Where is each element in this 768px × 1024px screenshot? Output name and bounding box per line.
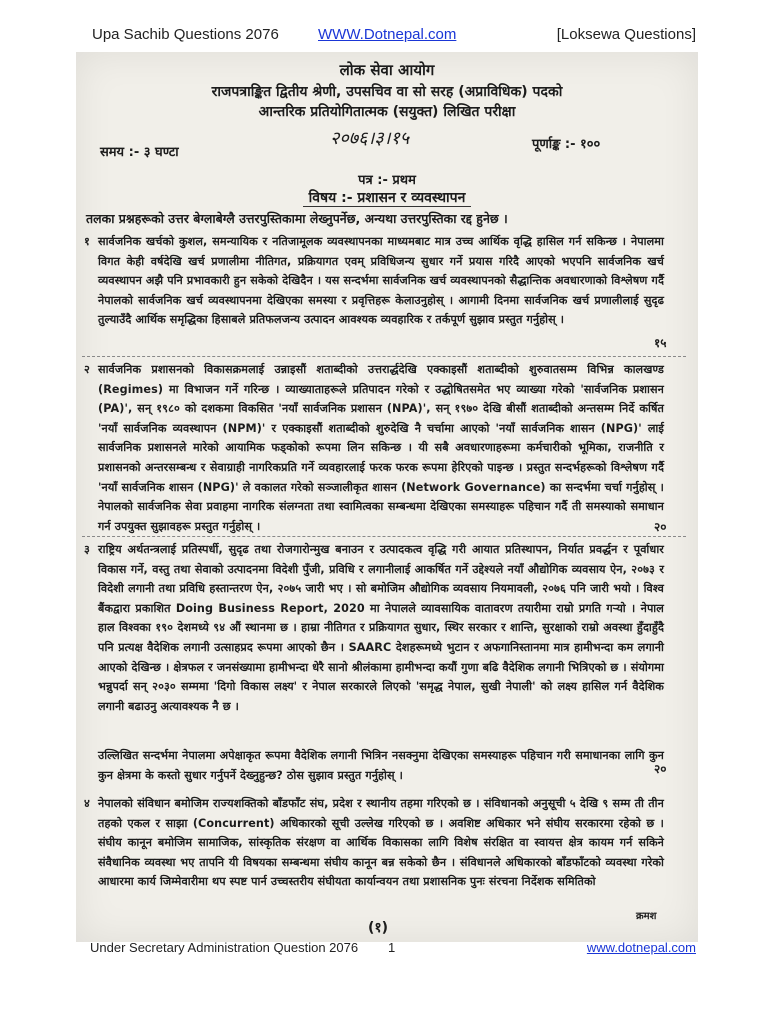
header-title: Upa Sachib Questions 2076 bbox=[92, 26, 279, 43]
question-3-number: ३ bbox=[84, 543, 90, 556]
scanned-question-paper bbox=[76, 52, 698, 942]
question-4 bbox=[84, 794, 664, 892]
instructions: तलका प्रश्नहरूको उत्तर बेग्लाबेग्लै उत्तरपुस्तिकामा लेख्नुपर्नेछ, अन्यथा उत्तरपुस्तिका रद्द हुनेछ । bbox=[86, 211, 508, 226]
header-category: [Loksewa Questions] bbox=[556, 26, 696, 43]
question-3-prompt bbox=[84, 746, 667, 785]
question-3-prompt-text: उल्लिखित सन्दर्भमा नेपालमा अपेक्षाकृत रूपमा वैदेशिक लगानी भित्रिन नसक्नुमा देखिएका समस्याहरू पहिचान गरी समाधानका लागि कुन कुन क्षेत्रमा के कस्तो सुधार गर्नुपर्ने देख्नुहुन्छ? ठोस सुझाव प्रस्तुत गर्नुहोस् । bbox=[98, 749, 664, 782]
question-3 bbox=[84, 540, 664, 716]
page-footer bbox=[0, 940, 768, 960]
subject-label bbox=[76, 188, 698, 207]
exam-date: २०७६।३।१५ bbox=[330, 128, 410, 149]
exam-post-line: राजपत्राङ्कित द्वितीय श्रेणी, उपसचिव वा सो सरह (अप्राविधिक) पदको bbox=[211, 84, 563, 100]
question-3-text: राष्ट्रिय अर्थतन्त्रलाई प्रतिस्पर्धी, सुदृढ तथा रोजगारोन्मुख बनाउन र उत्पादकत्व वृद्धि गरी आयात प्रतिस्थापन, निर्यात प्रवर्द्धन र पूर्वाधार विकास गर्ने, वस्तु तथा सेवाको उत्पादनमा विदेशी पुँजी, प्रविधि र लगानीलाई आकर्षित गर्ने उद्देश्यले नयाँ औद्योगिक व्यवसाय ऐन, २०७३ र विदेशी लगानी तथा प्रविधि हस्तान्तरण ऐन, २०७५ जारी भए । सो बमोजिम औद्योगिक व्यवसाय नियमावली, २०७६ पनि जारी भयो । विश्व बैंकद्वारा प्रकाशित Doing Business Report, 2020 मा नेपालले व्यावसायिक वातावरण तयारीमा राम्रो प्रगति गर्‍यो । नेपाल हाल विश्वका १९० देशमध्ये ९४ औं स्थानमा छ । हाम्रा नीतिगत र प्रक्रियागत सुधार, स्थिर सरकार र शान्ति, सुरक्षाको राम्रो अवस्था हुँदाहुँदै पनि प्रत्यक्ष वैदेशिक लगानी उत्साहप्रद रूपमा आएको छैन । SAARC देशहरूमध्ये भुटान र अफगानिस्तानमा मात्र हामीभन्दा कम लगानी आएको देखिन्छ । क्षेत्रफल र जनसंख्यामा हामीभन्दा धेरै सानो श्रीलंकामा हामीभन्दा कयौं गुणा बढि वैदेशिक लगानी भित्रिएको छ । संयोगमा भन्नुपर्दा सन् २०३० सम्ममा 'दिगो विकास लक्ष्य' र नेपाल सरकारले लिएको 'समृद्ध नेपाल, सुखी नेपाली' को लक्ष्य हासिल गर्न वैदेशिक लगानी बढाउनु अत्यावश्यक नै छ । bbox=[98, 543, 664, 713]
footer-page-number: 1 bbox=[388, 940, 396, 955]
full-marks: पूर्णाङ्क :- १०० bbox=[532, 137, 601, 152]
exam-time: समय :- ३ घण्टा bbox=[100, 145, 179, 160]
question-2-marks: २० bbox=[654, 520, 667, 534]
commission-name: लोक सेवा आयोग bbox=[339, 61, 435, 79]
exam-type-line: आन्तरिक प्रतियोगितात्मक (सयुक्त) लिखित परीक्षा bbox=[258, 104, 516, 120]
page-header bbox=[0, 26, 768, 50]
question-4-text: नेपालको संविधान बमोजिम राज्यशक्तिको बाँडफाँट संघ, प्रदेश र स्थानीय तहमा गरिएको छ । संविधानको अनुसूची ५ देखि ९ सम्म ती तीन तहको एकल र साझा (Concurrent) अधिकारको सूची उल्लेख गरिएको छ । अवशिष्ट अधिकार भने संघीय सरकारमा रहेको छ । संघीय कानून बमोजिम सामाजिक, सांस्कृतिक संरक्षण वा आर्थिक विकासका लागि विशेष संरक्षित वा स्वायत्त क्षेत्र कायम गर्न सकिने संवैधानिक व्यवस्था भए तापनि यी विषयका सम्बन्धमा संघीय कानून बन्न सकेको छैन । संविधानले अधिकारको बाँडफाँटको व्यवस्था गरेको आधारमा कार्य जिम्मेवारीमा थप स्पष्ट पार्न उच्चस्तरीय संघीयता कार्यान्वयन तथा प्रशासनिक पुनः संरचना निर्देशक समितिको bbox=[98, 797, 664, 889]
question-2 bbox=[84, 360, 667, 536]
scan-page-number: (१) bbox=[368, 920, 389, 936]
question-2-number: २ bbox=[84, 363, 90, 376]
divider-2 bbox=[82, 536, 686, 537]
header-site-link[interactable]: WWW.Dotnepal.com bbox=[318, 26, 457, 43]
question-1-text: सार्वजनिक खर्चको कुशल, समन्यायिक र नतिजामूलक व्यवस्थापनका माध्यमबाट मात्र उच्च आर्थिक वृद्धि हासिल गर्न सकिन्छ । नेपालमा विगत केही वर्षदेखि खर्च प्रणालीमा नीतिगत, प्रक्रियागत एवम् प्रविधिजन्य सुधार गर्ने प्रयास गरिदै आएको भएपनि सार्वजनिक खर्च व्यवस्थापन अझै पनि प्रभावकारी हुन सकेको देखिदैन । यस सन्दर्भमा सार्वजनिक खर्च व्यवस्थापनको सैद्धान्तिक अवधारणाको विश्लेषण गर्दै नेपालको सार्वजनिक खर्च व्यवस्थापनमा देखिएका समस्या र प्रवृत्तिहरू केलाउनुहोस् । आगामी दिनमा सार्वजनिक खर्च प्रणालीलाई सुदृढ तुल्याउँदै आर्थिक समृद्धिका हिसाबले प्रतिफलजन्य उत्पादन आवश्यक व्यवहारिक र तर्कपूर्ण सुझाव प्रस्तुत गर्नुहोस् । bbox=[98, 235, 664, 327]
question-1 bbox=[84, 232, 664, 330]
footer-site-link[interactable]: www.dotnepal.com bbox=[586, 940, 696, 955]
divider-1 bbox=[82, 356, 686, 357]
question-4-number: ४ bbox=[84, 797, 90, 810]
question-1-marks: १५ bbox=[654, 336, 667, 350]
footer-title: Under Secretary Administration Question 2076 bbox=[90, 940, 359, 955]
question-3-marks: २० bbox=[654, 762, 667, 776]
question-1-number: १ bbox=[84, 235, 90, 248]
subject-text: विषय :- प्रशासन र व्यवस्थापन bbox=[303, 190, 472, 207]
continued-label: क्रमश bbox=[636, 911, 657, 922]
question-2-text: सार्वजनिक प्रशासनको विकासक्रमलाई उन्नाइसौं शताब्दीको उत्तरार्द्धदेखि एक्काइसौं शताब्दीको शुरुवातसम्म विभिन्न कालखण्ड (Regimes) मा विभाजन गर्ने गरिन्छ । व्याख्याताहरूले प्रतिपादन गरेको र उद्धोषितसमेत भए व्याख्या गरेको 'सार्वजनिक प्रशासन (PA)', सन् १९८० को दशकमा विकसित 'नयाँ सार्वजनिक प्रशासन (NPA)', सन् १९७० देखि बीसौं शताब्दीको अन्तसम्म निर्दे कर्षित 'नयाँ सार्वजनिक व्यवस्थापन (NPM)' र एक्काइसौं शताब्दीको शुरुदेखि नै चर्चामा आएको 'नयाँ सार्वजनिक शासन (NPG)' लाई सार्वजनिक प्रशासनले मारेको आयामिक फड्कोको रूपमा लिन सकिन्छ । यी सबै अवधारणाहरूमा कर्मचारीको भूमिका, राजनीति र प्रशासनको अन्तरसम्बन्ध र सेवाग्राही नागरिकप्रति गर्ने व्यवहारलाई फरक फरक रूपमा हेरिएको पाइन्छ । प्रस्तुत सन्दर्भहरूको विश्लेषण गर्दै 'नयाँ सार्वजनिक शासन (NPG)' ले वकालत गरेको सञ्जालीकृत शासन (Network Governance) का सन्दर्भमा चर्चा गर्नुहोस् । नेपालको सार्वजनिक सेवा प्रवाहमा नागरिक संलग्नता तथा स्वामित्वका सम्बन्धमा देखिएका समस्याहरू पहिचान गर्दै ती समस्याको समाधान गर्न उपयुक्त सुझावहरू प्रस्तुत गर्नुहोस् । bbox=[98, 363, 664, 533]
paper-label: पत्र :- प्रथम bbox=[358, 173, 416, 188]
